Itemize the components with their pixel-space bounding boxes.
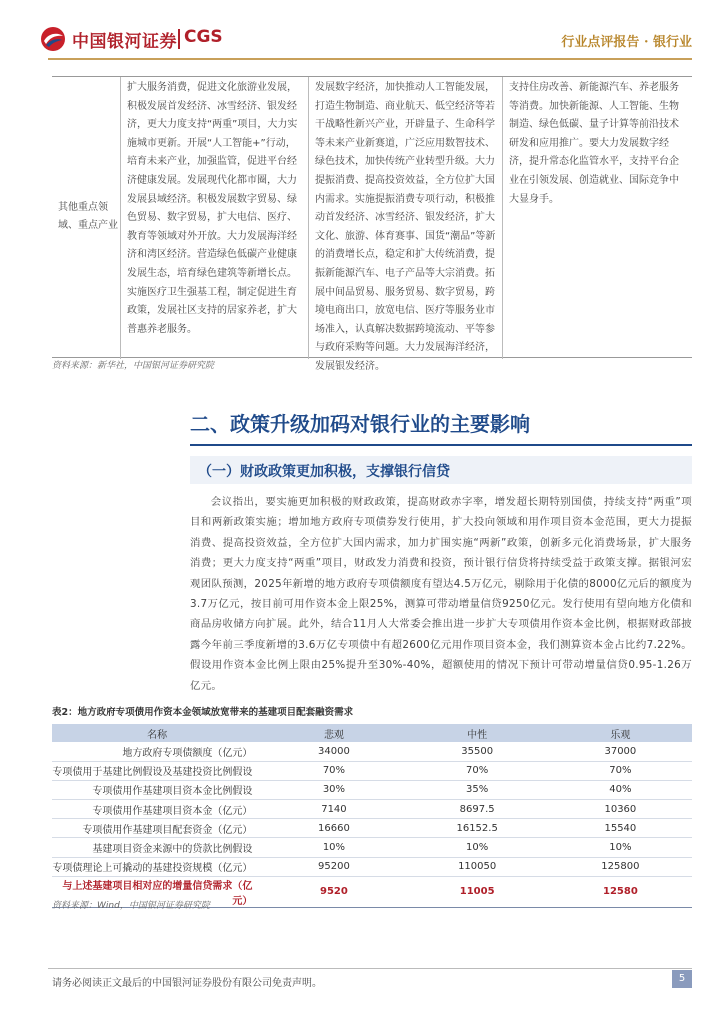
logo-divider xyxy=(178,29,180,49)
row-label: 基建项目资金来源中的贷款比例假设 xyxy=(52,838,262,857)
row-label: 专项债理论上可撬动的基建投资规模（亿元） xyxy=(52,857,262,876)
row-label: 专项债用作基建项目资本金（亿元） xyxy=(52,800,262,819)
row-label: 专项债用作基建项目资本金比例假设 xyxy=(52,780,262,799)
financing-demand-table xyxy=(52,724,692,908)
row-label: 专项债用于基建比例假设及基建投资比例假设 xyxy=(52,761,262,780)
cell-pessimistic: 95200 xyxy=(262,857,405,876)
header-neutral: 中性 xyxy=(406,724,549,742)
body-paragraph: 会议指出，要实施更加积极的财政政策，提高财政赤字率，增发超长期特别国债，持续支持“两重”项目和两新政策实施；增加地方政府专项债券发行使用，扩大投向领域和用作项目资本金范围，更大力提振消费、提高投资效益，全方位扩大国内需求，加力扩围实施“两新”政策，创新多元化消费场景，扩大服务消费；更大力度支持“两重”项目，财政发力消费和投资，预计银行信贷将持续受益于政策支撑。据银河宏观团队预测，2025年新增的地方政府专项债额度有望达4.5万亿元，剔除用于化债的8000亿元后的额度为3.7万亿元，按目前可用作资本金上限25%，测算可带动增量信贷9250亿元。发行使用有望向地方化债和商品房收储方向扩展。此外，结合11月人大常委会推出进一步扩大专项债用作资本金比例，根据财政部披露今年前三季度新增的3.6万亿专项债中有超2600亿元用作项目资本金，我们测算资本金占比约7.22%。假设用作资本金比例上限由25%提升至30%-40%，超额使用的情况下预计可带动增量信贷0.95-1.26万亿元。 xyxy=(190,496,692,692)
cell-optimistic: 10% xyxy=(549,838,692,857)
cell-pessimistic: 7140 xyxy=(262,800,405,819)
header-divider xyxy=(48,58,692,60)
cell-neutral: 70% xyxy=(406,761,549,780)
table-row xyxy=(52,838,692,857)
cell-optimistic: 125800 xyxy=(549,857,692,876)
table-header-row xyxy=(52,724,692,742)
row-label: 专项债用作基建项目配套资金（亿元） xyxy=(52,819,262,838)
cell-optimistic: 10360 xyxy=(549,800,692,819)
cell-neutral: 35% xyxy=(406,780,549,799)
cell-optimistic: 70% xyxy=(549,761,692,780)
row-label: 与上述基建项目相对应的增量信贷需求（亿元） xyxy=(52,876,262,907)
cell-pessimistic: 30% xyxy=(262,780,405,799)
table-row xyxy=(52,800,692,819)
cell-neutral: 16152.5 xyxy=(406,819,549,838)
table-col-2 xyxy=(309,77,503,372)
cell-neutral: 10% xyxy=(406,838,549,857)
col-2-text: 发展数字经济，加快推动人工智能发展，打造生物制造、商业航天、低空经济等若干战略性新兴产业，开辟量子、生命科学等未来产业新赛道，广泛应用数智技术、绿色技术，加快传统产业转型升级。大力提振消费、提高投资效益，全方位扩大国内需求。实施提振消费专项行动，积极推动首发经济、冰雪经济、银发经济，扩大文化、旅游、体育赛事、国货“潮品”等新的消费增长点，稳定和扩大传统消费，提振新能源汽车、电子产品等大宗消费。拓展中间品贸易、服务贸易、数字贸易，跨境电商出口，放宽电信、医疗等服务业市场准入，认真解决数据跨境流动、平等参与政府采购等问题。大力发展海洋经济，发展银发经济。 xyxy=(315,82,496,372)
subsection-title: （一）财政政策更加积极，支撑银行信贷 xyxy=(198,464,450,480)
galaxy-logo-icon xyxy=(40,26,66,52)
table-row xyxy=(52,742,692,761)
cell-neutral: 35500 xyxy=(406,742,549,761)
cell-optimistic: 15540 xyxy=(549,819,692,838)
table-2-caption: 表2：地方政府专项债用作资本金领域放宽带来的基建项目配套融资需求 xyxy=(52,707,354,718)
logo-text-en: CGS xyxy=(184,27,223,47)
source-note-1: 资料来源：新华社，中国银河证券研究院 xyxy=(52,361,215,371)
col-3-text: 支持住房改善、新能源汽车、养老服务等消费。加快新能源、人工智能、生物制造、绿色低碳、量子计算等前沿技术研发和应用推广。要大力发展数字经济，提升常态化监管水平，支持平台企业在引领发展、创造就业、国际竞争中大显身手。 xyxy=(509,82,679,205)
section-title: 二、政策升级加码对银行业的主要影响 xyxy=(190,412,530,436)
cell-pessimistic: 70% xyxy=(262,761,405,780)
table-col-1 xyxy=(121,77,309,359)
cell-optimistic: 12580 xyxy=(549,876,692,907)
table-row xyxy=(52,857,692,876)
category-label: 其他重点领域、重点产业 xyxy=(58,202,118,231)
cell-optimistic: 37000 xyxy=(549,742,692,761)
footer-divider xyxy=(48,968,692,969)
col-1-text: 扩大服务消费，促进文化旅游业发展，积极发展首发经济、冰雪经济、银发经济，更大力度支持“两重”项目，大力实施城市更新。开展“人工智能+”行动，培育未来产业，加强监管，促进平台经济健康发展。发展现代化都市圈，大力发展县域经济。积极发展数字贸易、绿色贸易、数字贸易，扩大电信、医疗、教育等领域对外开放。大力发展海洋经济和湾区经济。营造绿色低碳产业健康发展生态，培育绿色建筑等新增长点。实施医疗卫生强基工程，制定促进生育政策，发展社区支持的居家养老，扩大普惠养老服务。 xyxy=(127,82,298,335)
subsection-banner xyxy=(190,456,692,484)
table-category-cell xyxy=(52,77,121,359)
cell-neutral: 110050 xyxy=(406,857,549,876)
table-row xyxy=(52,780,692,799)
disclaimer-note: 请务必阅读正文最后的中国银河证券股份有限公司免责声明。 xyxy=(52,978,322,989)
header-pessimistic: 悲观 xyxy=(262,724,405,742)
cell-optimistic: 40% xyxy=(549,780,692,799)
header-name: 名称 xyxy=(52,724,262,742)
header-optimistic: 乐观 xyxy=(549,724,692,742)
cell-pessimistic: 34000 xyxy=(262,742,405,761)
page-header xyxy=(0,0,724,62)
table-row xyxy=(52,761,692,780)
table-row xyxy=(52,819,692,838)
cell-neutral: 8697.5 xyxy=(406,800,549,819)
logo-text-cn: 中国银河证券 xyxy=(72,32,177,52)
page-number: 5 xyxy=(672,970,692,988)
cell-pessimistic: 9520 xyxy=(262,876,405,907)
cell-pessimistic: 16660 xyxy=(262,819,405,838)
row-label: 地方政府专项债额度（亿元） xyxy=(52,742,262,761)
source-note-2: 资料来源：Wind，中国银河证券研究院 xyxy=(52,901,210,911)
report-type: 行业点评报告 · 银行业 xyxy=(561,35,692,50)
table-col-3 xyxy=(503,77,692,359)
section-divider xyxy=(190,444,692,446)
cell-neutral: 11005 xyxy=(406,876,549,907)
cell-pessimistic: 10% xyxy=(262,838,405,857)
